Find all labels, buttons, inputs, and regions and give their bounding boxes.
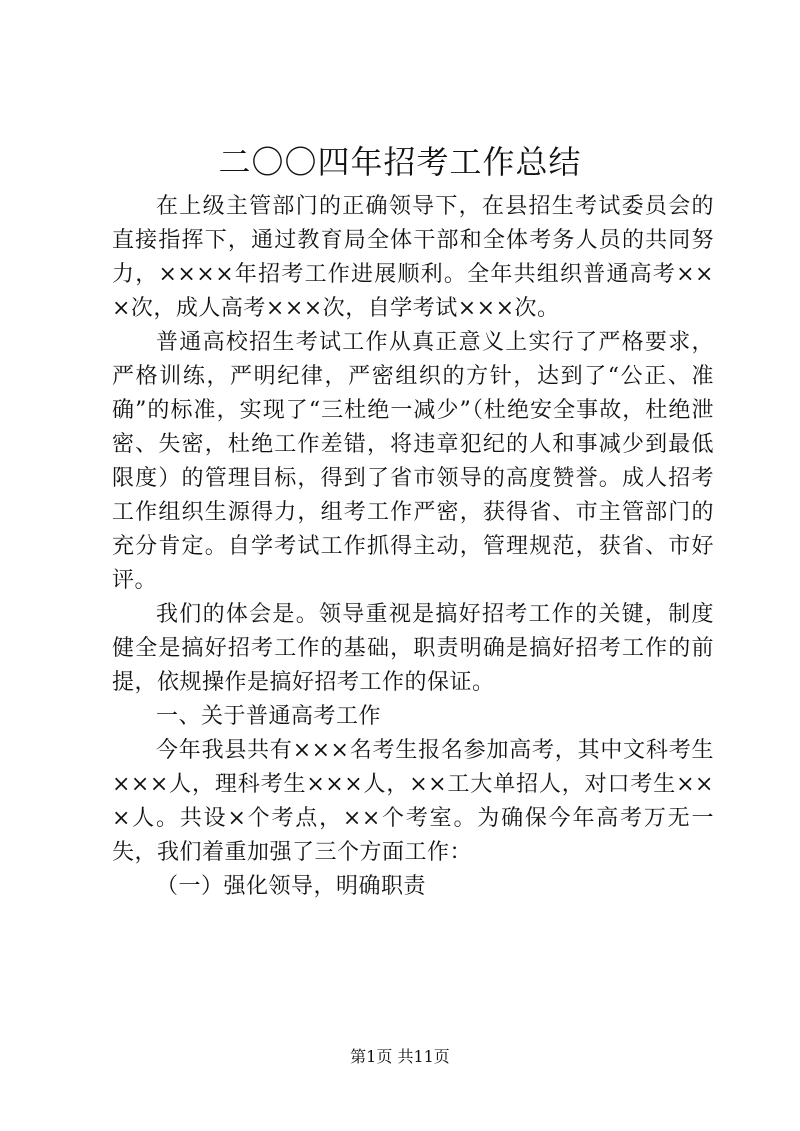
paragraph-intro: 在上级主管部门的正确领导下，在县招生考试委员会的直接指挥下，通过教育局全体干部和全体考务人员的共同努力，××××年招考工作进展顺利。全年共组织普通高考×××次，成人高考×××次，自学考试×××次。 [112, 194, 714, 321]
section-heading-general-exam: 一、关于普通高考工作 [156, 704, 382, 729]
document-title: 二〇〇四年招考工作总结 [218, 143, 582, 181]
subsection-heading-leadership: （一）强化领导，明确职责 [156, 874, 427, 899]
paragraph-experience: 我们的体会是。领导重视是搞好招考工作的关键，制度健全是搞好招考工作的基础，职责明确是搞好招考工作的前提，依规操作是搞好招考工作的保证。 [112, 602, 714, 695]
paragraph-exam-work: 普通高校招生考试工作从真正意义上实行了严格要求，严格训练，严明纪律，严密组织的方针，达到了“公正、准确”的标准，实现了“三杜绝一减少”（杜绝安全事故，杜绝泄密、失密，杜绝工作差错，将违章犯纪的人和事减少到最低限度）的管理目标，得到了省市领导的高度赞誉。成人招考工作组织生源得力，组考工作严密，获得省、市主管部门的充分肯定。自学考试工作抓得主动，管理规范，获省、市好评。 [112, 330, 714, 593]
page-footer: 第1页 共11页 [350, 1047, 450, 1066]
paragraph-exam-stats: 今年我县共有×××名考生报名参加高考，其中文科考生×××人，理科考生×××人，××工大单招人，对口考生×××人。共设×个考点，××个考室。为确保今年高考万无一失，我们着重加强了三个方面工作： [112, 738, 714, 865]
document-body [112, 190, 714, 904]
